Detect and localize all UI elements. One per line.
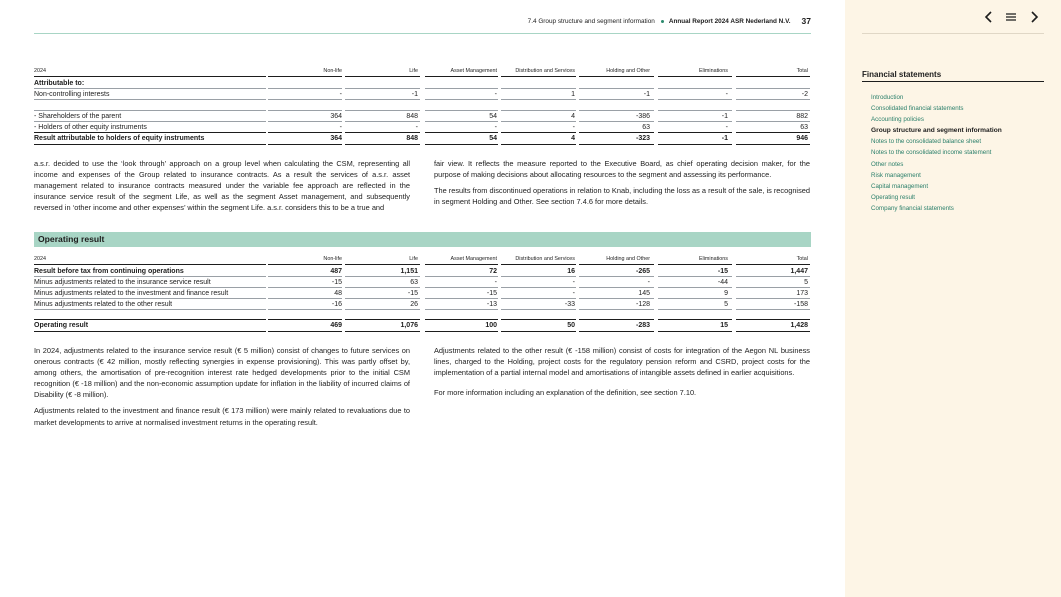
hamburger-menu-icon [1005, 12, 1017, 22]
cell-value: 469 [330, 322, 342, 329]
cell-value: 487 [330, 268, 342, 275]
cell-value: -1 [411, 91, 418, 98]
row-bottom-rule [34, 331, 266, 332]
row-separator [736, 309, 810, 310]
cell-value: 72 [489, 268, 497, 275]
page-header [34, 14, 811, 28]
table-row [34, 320, 811, 331]
row-label: Result attributable to holders of equity instruments [34, 135, 205, 142]
header-underline [345, 76, 420, 77]
row-separator [345, 309, 420, 310]
cell-value: 26 [410, 301, 418, 308]
sidebar-item[interactable]: Group structure and segment information [871, 127, 1002, 135]
row-bottom-rule [658, 331, 732, 332]
row-bottom-rule [501, 144, 576, 145]
sidebar-nav-list [871, 92, 1051, 214]
previous-page-button[interactable] [982, 10, 996, 24]
row-top-rule [345, 319, 420, 320]
chevron-left-icon [984, 11, 994, 23]
header-life: Life [409, 256, 418, 262]
row-label: Minus adjustments related to the other result [34, 301, 173, 308]
cell-value: 16 [567, 268, 575, 275]
header-holding-other: Holding and Other [606, 68, 650, 74]
cell-value: 100 [485, 322, 497, 329]
header-underline [736, 264, 810, 265]
row-top-rule [425, 319, 498, 320]
row-top-rule [345, 132, 420, 133]
cell-value: -283 [635, 322, 650, 329]
cell-value: 1,151 [400, 268, 418, 275]
header-underline [658, 76, 732, 77]
header-underline [579, 76, 654, 77]
row-top-rule [658, 319, 732, 320]
cell-value: -16 [331, 301, 342, 308]
row-label: Result before tax from continuing operations [34, 268, 184, 275]
row-bottom-rule [345, 331, 420, 332]
adjustments-left-paragraphs [34, 345, 410, 433]
header-underline [345, 264, 420, 265]
sidebar-item[interactable]: Notes to the consolidated income statement [871, 149, 992, 157]
cell-value: -265 [635, 268, 650, 275]
header-holding-other: Holding and Other [606, 256, 650, 262]
cell-value: 63 [410, 279, 418, 286]
row-top-rule [268, 132, 342, 133]
row-bottom-rule [736, 331, 810, 332]
header-underline [501, 76, 576, 77]
row-top-rule [658, 132, 732, 133]
cell-value: - [572, 290, 575, 297]
row-separator [501, 309, 576, 310]
cell-value: -13 [486, 301, 497, 308]
header-underline [268, 76, 342, 77]
row-bottom-rule [345, 144, 420, 145]
cell-value: -386 [635, 113, 650, 120]
cell-value: 1,076 [400, 322, 418, 329]
header-underline [579, 264, 654, 265]
cell-value: 364 [330, 113, 342, 120]
header-section: 7.4 Group structure and segment information [527, 17, 655, 25]
row-bottom-rule [736, 144, 810, 145]
header-underline [501, 264, 576, 265]
row-bottom-rule [268, 331, 342, 332]
sidebar-title-underline [862, 81, 1044, 82]
fair-view-paragraphs [434, 158, 810, 212]
table-row [34, 133, 811, 144]
cell-value: -158 [793, 301, 808, 308]
header-underline [425, 264, 498, 265]
cell-value: - [494, 91, 497, 98]
cell-value: 946 [796, 135, 808, 142]
header-total: Total [796, 68, 808, 74]
header-dot-icon [661, 20, 664, 23]
paragraph-text: The results from discontinued operations in relation to Knab, including the loss as a result of the sale, is recognised in segment Holding and Other. See section 7.4.6 for more details. [434, 186, 810, 207]
row-separator [579, 309, 654, 310]
cell-value: 5 [804, 279, 808, 286]
cell-value: 54 [489, 113, 497, 120]
cell-value: 145 [638, 290, 650, 297]
cell-value: - [494, 279, 497, 286]
cell-value: - [725, 124, 728, 131]
row-separator [268, 309, 342, 310]
row-top-rule [425, 132, 498, 133]
table-year: 2024 [34, 68, 46, 74]
header-underline [34, 264, 266, 265]
header-non-life: Non-life [323, 256, 342, 262]
row-bottom-rule [425, 144, 498, 145]
cell-value: - [339, 124, 342, 131]
look-through-paragraph [34, 158, 410, 218]
row-top-rule [579, 319, 654, 320]
header-underline [736, 76, 810, 77]
cell-value: 48 [334, 290, 342, 297]
header-divider [34, 33, 811, 34]
sidebar-divider [862, 33, 1044, 34]
cell-value: 364 [330, 135, 342, 142]
header-underline [658, 264, 732, 265]
next-page-button[interactable] [1027, 10, 1041, 24]
header-underline [425, 76, 498, 77]
sidebar-item[interactable]: Notes to the consolidated balance sheet [871, 138, 982, 146]
sidebar-item[interactable]: Introduction [871, 94, 904, 101]
cell-value: -1 [721, 113, 728, 120]
cell-value: -1 [643, 91, 650, 98]
header-eliminations: Eliminations [698, 256, 728, 262]
cell-value: 173 [796, 290, 808, 297]
sidebar-item[interactable]: Operating result [871, 193, 916, 201]
header-distribution-services: Distribution and Services [515, 256, 575, 262]
header-non-life: Non-life [323, 68, 342, 74]
cell-value: 50 [567, 322, 575, 329]
cell-value: -1 [721, 135, 728, 142]
paragraph-text: Adjustments related to the other result (€ -158 million) consist of costs for integration of the Aegon NL business lines, charged to the Holding, project costs for the regulatory pension reform and CSRD, project costs for the implementation of a partial internal model and amortisations of intangible assets defined in earlier acquisitions. [434, 346, 810, 378]
sidebar-title: Financial statements [862, 70, 942, 79]
row-top-rule [34, 319, 266, 320]
row-top-rule [268, 319, 342, 320]
row-label: Operating result [34, 322, 89, 329]
section-title: Operating result [38, 234, 105, 244]
row-separator [425, 309, 498, 310]
cell-value: -128 [635, 301, 650, 308]
cell-value: 54 [489, 135, 497, 142]
cell-value: 848 [406, 135, 418, 142]
cell-value: 4 [571, 113, 575, 120]
paragraph-text: fair view. It reflects the measure reported to the Executive Board, as chief operating decision maker, for the purpose of making decisions about allocating resources to the segment and assessing its performance. [434, 159, 810, 180]
cell-value: -15 [407, 290, 418, 297]
cell-value: -15 [486, 290, 497, 297]
row-label: - Holders of other equity instruments [34, 124, 147, 131]
cell-value: -2 [801, 91, 808, 98]
navigation-sidebar [845, 0, 1061, 597]
cell-value: 1,428 [790, 322, 808, 329]
row-top-rule [736, 319, 810, 320]
adjustments-right-paragraphs [434, 345, 810, 403]
header-asset-management: Asset Management [450, 256, 497, 262]
paragraph-text: a.s.r. decided to use the ‘look through’ approach on a group level when calculating the CSM, representing all income and expenses of the Group related to insurance contracts. As a result the services of a.s.r. asset management related to insurance contracts measured under the variable fee approach are reflected in the insurance service result of the segment Life, as well as the segment Asset management, and subsequently reversed in ‘other income and other expenses’ within the segment Life. a.s.r. considers this to be a true and [34, 159, 410, 213]
paragraph-text: In 2024, adjustments related to the insurance service result (€ 5 million) consist of changes to future services on onerous contracts (€ 42 million, mostly reflecting synergies in expense provisioning). This was partly offset by, among others, the amortisation of pre-recognition interest rate hedged developments prior to the initial CSM recognition (€ -18 million) and the non-economic assumption update for inflation in the liability of incurred claims of Disability (€ -8 million). [34, 346, 410, 400]
row-bottom-rule [425, 331, 498, 332]
cell-value: - [647, 279, 650, 286]
header-underline [34, 76, 266, 77]
cell-value: - [415, 124, 418, 131]
row-bottom-rule [579, 331, 654, 332]
cell-value: -44 [717, 279, 728, 286]
cell-value: 15 [720, 322, 728, 329]
cell-value: -323 [635, 135, 650, 142]
row-bottom-rule [658, 144, 732, 145]
row-top-rule [736, 132, 810, 133]
sidebar-item[interactable]: Company financial statements [871, 204, 954, 212]
row-bottom-rule [268, 144, 342, 145]
row-separator [34, 309, 266, 310]
cell-value: - [339, 91, 342, 98]
cell-value: - [494, 124, 497, 131]
sidebar-item[interactable]: Consolidated financial statements [871, 105, 964, 113]
chevron-right-icon [1029, 11, 1039, 23]
row-label: Minus adjustments related to the investment and finance result [34, 290, 229, 297]
row-separator [658, 309, 732, 310]
cell-value: -33 [564, 301, 575, 308]
cell-value: - [725, 91, 728, 98]
row-label: - Shareholders of the parent [34, 113, 122, 120]
header-eliminations: Eliminations [698, 68, 728, 74]
cell-value: 1,447 [790, 268, 808, 275]
header-underline [268, 264, 342, 265]
row-label: Minus adjustments related to the insurance service result [34, 279, 211, 286]
header-life: Life [409, 68, 418, 74]
sidebar-item[interactable]: Risk management [871, 171, 921, 179]
header-total: Total [796, 256, 808, 262]
cell-value: 4 [571, 135, 575, 142]
row-bottom-rule [501, 331, 576, 332]
operating-result-band [34, 232, 811, 247]
cell-value: -15 [331, 279, 342, 286]
paragraph-text: Adjustments related to the investment and finance result (€ 173 million) were mainly related to revaluations due to market developments to arrive at normalised investment returns in the operating result. [34, 406, 410, 427]
row-bottom-rule [34, 144, 266, 145]
row-top-rule [501, 132, 576, 133]
sidebar-item[interactable]: Capital management [871, 182, 929, 190]
row-label: Non-controlling interests [34, 91, 110, 98]
row-top-rule [579, 132, 654, 133]
cell-value: 63 [800, 124, 808, 131]
sidebar-item[interactable]: Accounting policies [871, 116, 924, 124]
cell-value: 1 [571, 91, 575, 98]
cell-value: - [572, 279, 575, 286]
row-top-rule [34, 132, 266, 133]
row-bottom-rule [579, 144, 654, 145]
header-distribution-services: Distribution and Services [515, 68, 575, 74]
cell-value: 9 [724, 290, 728, 297]
cell-value: 63 [642, 124, 650, 131]
paragraph-text: For more information including an explanation of the definition, see section 7.10. [434, 388, 697, 398]
cell-value: - [572, 124, 575, 131]
page-number: 37 [801, 16, 811, 26]
row-label: Attributable to: [34, 80, 85, 87]
row-top-rule [501, 319, 576, 320]
sidebar-item[interactable]: Other notes [871, 160, 904, 168]
cell-value: -15 [717, 268, 728, 275]
cell-value: 5 [724, 301, 728, 308]
menu-button[interactable] [1004, 10, 1018, 24]
header-asset-management: Asset Management [450, 68, 497, 74]
cell-value: 848 [406, 113, 418, 120]
header-report-title: Annual Report 2024 ASR Nederland N.V. [668, 17, 791, 25]
table-year: 2024 [34, 256, 46, 262]
cell-value: 882 [796, 113, 808, 120]
